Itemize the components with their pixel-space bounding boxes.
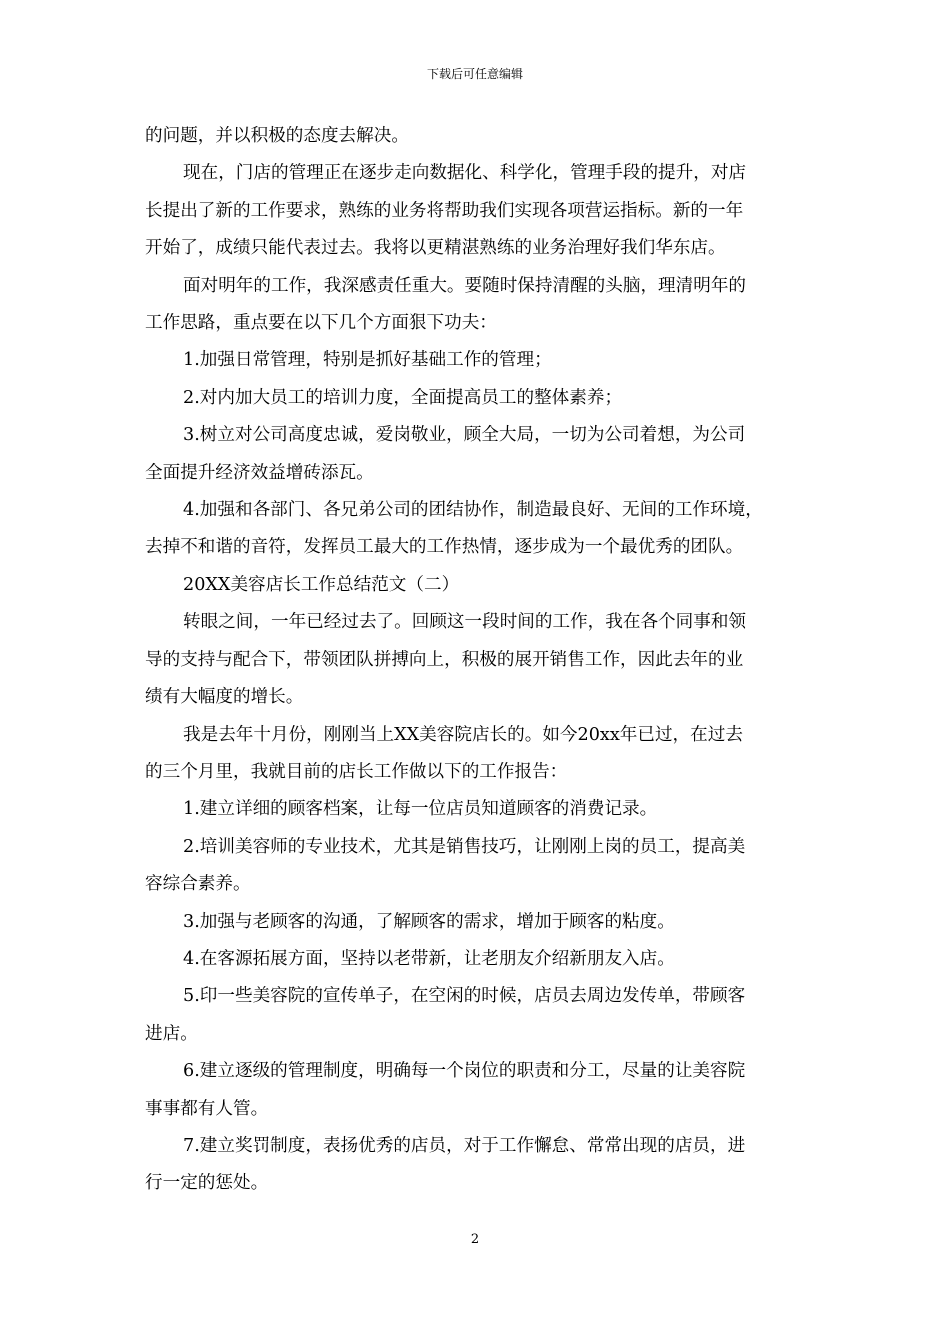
text-line: 长提出了新的工作要求，熟练的业务将帮助我们实现各项营运指标。新的一年 <box>145 200 744 221</box>
section-title: 20XX美容店长工作总结范文（二） <box>183 574 460 595</box>
text-line: 容综合素养。 <box>145 874 251 895</box>
list-item: 3.树立对公司高度忠诚，爱岗敬业，顾全大局，一切为公司着想，为公司 <box>183 425 746 446</box>
list-item: 2.对内加大员工的培训力度，全面提高员工的整体素养； <box>183 387 623 408</box>
list-item: 3.加强与老顾客的沟通，了解顾客的需求，增加于顾客的粘度。 <box>183 911 675 932</box>
list-item: 1.加强日常管理，特别是抓好基础工作的管理； <box>183 350 552 371</box>
text-line: 的三个月里，我就目前的店长工作做以下的工作报告： <box>145 761 568 782</box>
text-line: 我是去年十月份，刚刚当上XX美容院店长的。如今20xx年已过，在过去 <box>183 724 743 745</box>
text-line: 导的支持与配合下，带领团队拼搏向上，积极的展开销售工作，因此去年的业 <box>145 649 744 670</box>
text-line: 绩有大幅度的增长。 <box>145 687 304 708</box>
page-number: 2 <box>470 1232 480 1247</box>
document-body <box>145 118 817 1203</box>
text-line: 现在，门店的管理正在逐步走向数据化、科学化，管理手段的提升，对店 <box>183 163 747 184</box>
page-header: 下载后可任意编辑 <box>426 67 523 81</box>
list-item: 5.印一些美容院的宣传单子，在空闲的时候，店员去周边发传单，带顾客 <box>183 986 746 1007</box>
text-line: 工作思路，重点要在以下几个方面狠下功夫： <box>145 313 497 334</box>
list-item: 7.建立奖罚制度，表扬优秀的店员，对于工作懈怠、常常出现的店员，进 <box>183 1135 746 1156</box>
list-item: 4.加强和各部门、各兄弟公司的团结协作，制造最良好、无间的工作环境， <box>183 500 763 521</box>
text-line: 进店。 <box>145 1023 198 1044</box>
text-line: 转眼之间，一年已经过去了。回顾这一段时间的工作，我在各个同事和领 <box>183 612 747 633</box>
text-line: 的问题，并以积极的态度去解决。 <box>145 126 409 146</box>
list-item: 1.建立详细的顾客档案，让每一位店员知道顾客的消费记录。 <box>183 799 658 820</box>
text-line: 面对明年的工作，我深感责任重大。要随时保持清醒的头脑，理清明年的 <box>183 275 747 296</box>
text-line: 开始了，成绩只能代表过去。我将以更精湛熟练的业务治理好我们华东店。 <box>145 238 726 259</box>
text-line: 全面提升经济效益增砖添瓦。 <box>145 462 374 483</box>
text-line: 去掉不和谐的音符，发挥员工最大的工作热情，逐步成为一个最优秀的团队。 <box>145 537 744 558</box>
text-line: 事事都有人管。 <box>145 1098 269 1119</box>
list-item: 2.培训美容师的专业技术，尤其是销售技巧，让刚刚上岗的员工，提高美 <box>183 836 746 857</box>
text-line: 行一定的惩处。 <box>145 1173 269 1194</box>
list-item: 6.建立逐级的管理制度，明确每一个岗位的职责和分工，尽量的让美容院 <box>183 1061 746 1082</box>
list-item: 4.在客源拓展方面，坚持以老带新，让老朋友介绍新朋友入店。 <box>183 948 675 969</box>
